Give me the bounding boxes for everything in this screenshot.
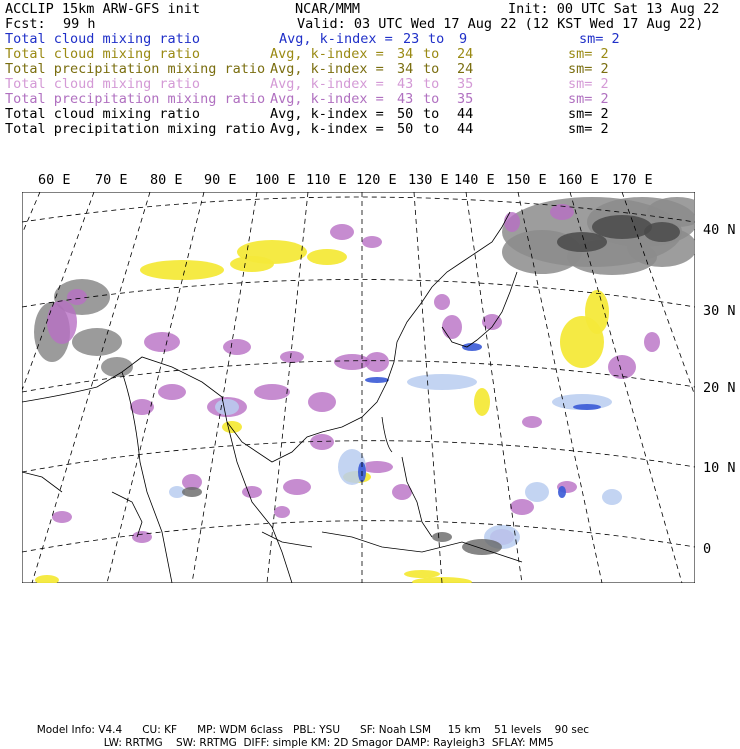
footer-sf: SF: Noah LSM: [360, 724, 432, 736]
latitude-label: 20 N: [703, 380, 736, 396]
legend-avg-label: Avg, k-index =: [270, 106, 384, 122]
cloud-purple: [52, 511, 72, 523]
legend-avg-label: Avg, k-index =: [270, 46, 384, 62]
legend-k-end: 9: [459, 31, 468, 47]
valid-time: Valid: 03 UTC Wed 17 Aug 22 (12 KST Wed 17 Aug 22): [297, 16, 704, 32]
cloud-purple: [254, 384, 290, 400]
cloud-purple: [442, 315, 462, 339]
footer-km: KM: 2D Smagor: [310, 737, 393, 749]
fcst-label: Fcst:: [5, 16, 46, 32]
legend-k-end: 44: [457, 121, 474, 137]
cloud-purple: [434, 294, 450, 310]
legend-k-start: 50: [397, 106, 414, 122]
legend-k-start: 50: [397, 121, 414, 137]
cloud-purple: [158, 384, 186, 400]
legend-k-start: 34: [397, 61, 414, 77]
latitude-label: 40 N: [703, 222, 736, 238]
footer-model-info: Model Info: V4.4: [36, 724, 123, 736]
cloud-purple: [283, 479, 311, 495]
footer-pbl: PBL: YSU: [292, 724, 341, 736]
legend-k-end: 35: [457, 91, 474, 107]
footer-damp: DAMP: Rayleigh3: [395, 737, 486, 749]
footer-levels: 51 levels: [494, 724, 542, 736]
cloud-blue: [573, 404, 601, 410]
legend-to: to: [423, 46, 440, 62]
legend-smoothing: sm= 2: [579, 31, 620, 47]
cloud-blue: [462, 343, 482, 351]
legend-avg-label: Avg, k-index =: [270, 91, 384, 107]
cloud-dark: [462, 539, 502, 555]
cloud-purple: [608, 355, 636, 379]
cloud-dark: [432, 532, 452, 542]
legend-k-end: 24: [457, 61, 474, 77]
cloud-purple: [365, 352, 389, 372]
longitude-label: 170 E: [612, 172, 653, 188]
latitude-label: 0: [703, 541, 712, 557]
longitude-label: 60 E: [38, 172, 71, 188]
footer-sw: SW: RRTMG: [176, 737, 237, 749]
legend-field-name: Total precipitation mixing ratio: [5, 91, 266, 107]
legend-k-start: 43: [397, 91, 414, 107]
longitude-label: 140 E: [454, 172, 495, 188]
precip-yellow: [474, 388, 490, 416]
cloud-gray: [72, 328, 122, 356]
footer-sflay: SFLAY: MM5: [491, 737, 554, 749]
legend-avg-label: Avg, k-index =: [270, 76, 384, 92]
fcst-value: 99 h: [63, 16, 96, 32]
cloud-purple: [223, 339, 251, 355]
legend-smoothing: sm= 2: [568, 91, 609, 107]
cloud-lightblue: [407, 374, 477, 390]
longitude-label: 130 E: [408, 172, 449, 188]
legend-to: to: [423, 61, 440, 77]
model-title: ACCLIP 15km ARW-GFS init: [5, 1, 201, 17]
org-label: NCAR/MMM: [295, 1, 361, 17]
cloud-purple: [274, 506, 290, 518]
cloud-purple: [522, 416, 542, 428]
legend-field-name: Total precipitation mixing ratio: [5, 121, 266, 137]
legend-k-start: 43: [397, 76, 414, 92]
legend-field-name: Total cloud mixing ratio: [5, 76, 201, 92]
legend-field-name: Total cloud mixing ratio: [5, 46, 201, 62]
precip-yellow: [222, 421, 242, 433]
cloud-purple: [330, 224, 354, 240]
cloud-dark: [557, 232, 607, 252]
longitude-label: 100 E: [255, 172, 296, 188]
precip-yellow: [404, 570, 440, 578]
cloud-purple: [144, 332, 180, 352]
longitude-label: 80 E: [150, 172, 183, 188]
cloud-purple: [242, 486, 262, 498]
cloud-purple: [280, 351, 304, 363]
footer-dt: 90 sec: [554, 724, 590, 736]
legend-smoothing: sm= 2: [568, 61, 609, 77]
legend-smoothing: sm= 2: [568, 76, 609, 92]
forecast-map: [22, 192, 695, 583]
legend-field-name: Total cloud mixing ratio: [5, 31, 201, 47]
cloud-purple: [644, 332, 660, 352]
cloud-blue: [558, 486, 566, 498]
legend-k-start: 23: [403, 31, 420, 47]
footer-line-2: [97, 725, 554, 749]
cloud-purple: [510, 499, 534, 515]
legend-avg-label: Avg, k-index =: [270, 61, 384, 77]
longitude-label: 90 E: [204, 172, 237, 188]
legend-k-start: 34: [397, 46, 414, 62]
latitude-label: 30 N: [703, 303, 736, 319]
cloud-purple: [362, 236, 382, 248]
legend-smoothing: sm= 2: [568, 46, 609, 62]
precip-yellow: [307, 249, 347, 265]
cloud-purple: [308, 392, 336, 412]
longitude-label: 70 E: [95, 172, 128, 188]
init-time: Init: 00 UTC Sat 13 Aug 22: [508, 1, 720, 17]
cloud-purple: [132, 531, 152, 543]
footer-diff: DIFF: simple: [243, 737, 308, 749]
longitude-label: 110 E: [306, 172, 347, 188]
legend-avg-label: Avg, k-index =: [270, 121, 384, 137]
precip-yellow: [230, 256, 274, 272]
precip-yellow: [585, 290, 609, 334]
cloud-lightblue: [215, 399, 239, 415]
longitude-label: 150 E: [506, 172, 547, 188]
latitude-label: 10 N: [703, 460, 736, 476]
legend-to: to: [423, 121, 440, 137]
cloud-purple: [310, 434, 334, 450]
precip-yellow: [140, 260, 224, 280]
cloud-lightblue: [602, 489, 622, 505]
cloud-purple: [504, 212, 520, 232]
cloud-purple: [47, 300, 77, 344]
legend-to: to: [428, 31, 445, 47]
legend-smoothing: sm= 2: [568, 106, 609, 122]
cloud-purple: [130, 399, 154, 415]
cloud-purple: [67, 289, 87, 305]
legend-k-end: 35: [457, 76, 474, 92]
legend-field-name: Total precipitation mixing ratio: [5, 61, 266, 77]
legend-to: to: [423, 91, 440, 107]
legend-smoothing: sm= 2: [568, 121, 609, 137]
legend-avg-label: Avg, k-index =: [279, 31, 393, 47]
footer-mp: MP: WDM 6class: [197, 724, 283, 736]
legend-k-end: 44: [457, 106, 474, 122]
legend-field-name: Total cloud mixing ratio: [5, 106, 201, 122]
footer-lw: LW: RRTMG: [103, 737, 163, 749]
cloud-dark: [592, 215, 652, 239]
longitude-label: 120 E: [356, 172, 397, 188]
legend-to: to: [423, 106, 440, 122]
footer-res: 15 km: [447, 724, 481, 736]
legend-k-end: 24: [457, 46, 474, 62]
cloud-purple: [334, 354, 370, 370]
longitude-label: 160 E: [558, 172, 599, 188]
cloud-dark: [182, 487, 202, 497]
cloud-lightblue: [525, 482, 549, 502]
cloud-blue: [365, 377, 389, 383]
cloud-dark: [644, 222, 680, 242]
footer-cu: CU: KF: [142, 724, 178, 736]
legend-to: to: [423, 76, 440, 92]
